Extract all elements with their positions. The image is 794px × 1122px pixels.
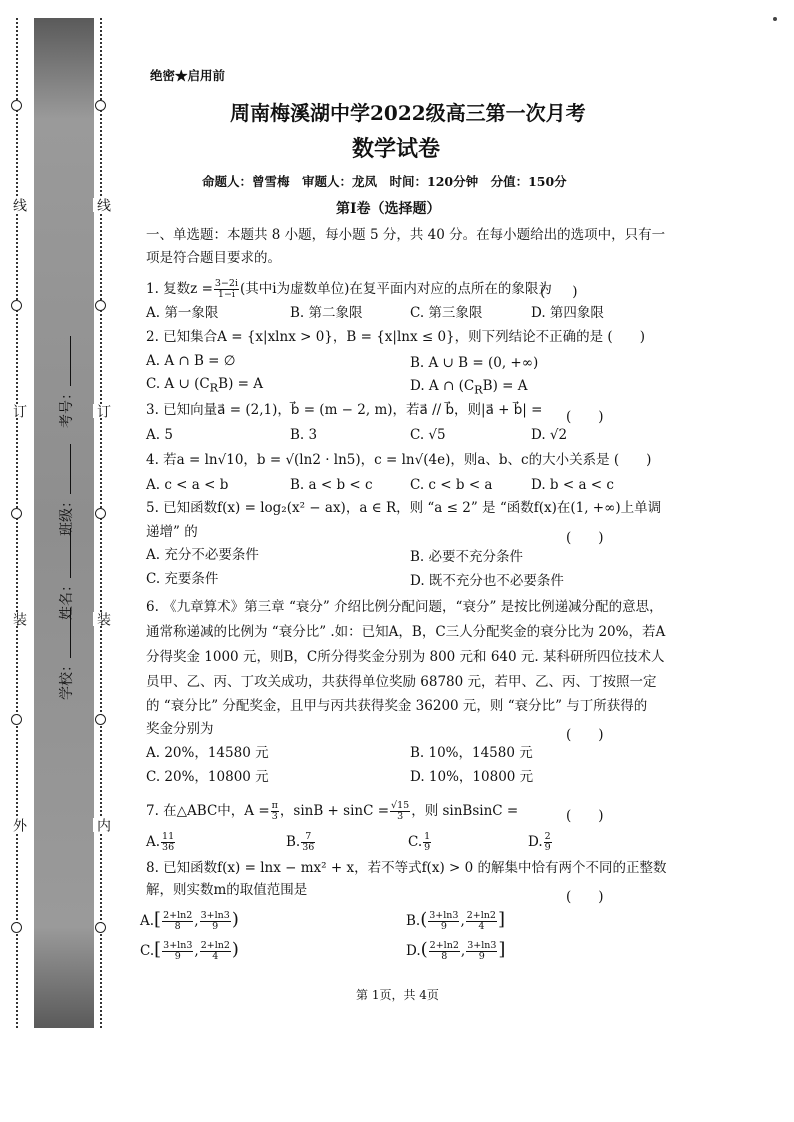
q5-answer-paren: ( ) (566, 530, 604, 546)
q6-option-c: C. 20%，10800 元 (146, 769, 269, 785)
binding-hole (95, 508, 106, 519)
binding-hole (11, 508, 22, 519)
q6-stem-line: 的 “衰分比” 分配奖金，且甲与丙共获得奖金 36200 元，则 “衰分比” 与丁所获得的 (146, 698, 648, 714)
margin-char: 外 (11, 818, 27, 832)
q3-answer-paren: ( ) (566, 409, 604, 425)
q4-option-c: C. c < b < a (410, 477, 493, 493)
q8-answer-paren: ( ) (566, 889, 604, 905)
margin-char: 订 (11, 404, 27, 418)
q8-option-d: D.( $\frac{2+\ln 2}{8}$ , $\frac{3+\ln 3}{9}$ ] (406, 939, 506, 962)
q6-option-b: B. 10%，14580 元 (410, 745, 533, 761)
q5-stem-line2: 递增” 的 (146, 524, 198, 540)
secret-label: 绝密★启用前 (150, 68, 226, 83)
q7-stem: 7. 在△ABC中，A = $\frac{\pi}{3}$ ，sinB + sinC = $\frac{√15}{3}$ ，则 sinBsinC = (146, 800, 519, 822)
volume-title: 第Ⅰ卷（选择题） (336, 201, 441, 217)
school-title: 周南梅溪湖中学2022级高三第一次月考 (230, 101, 586, 125)
q1-option-b: B. 第二象限 (290, 305, 363, 321)
binding-hole (95, 300, 106, 311)
q8-stem-line1: 8. 已知函数f(x) = lnx − mx² + x，若不等式f(x) > 0 的解集中恰有两个不同的正整数 (146, 860, 667, 876)
q1-option-d: D. 第四象限 (531, 305, 604, 321)
q2-stem: 2. 已知集合A = {x|xlnx > 0}，B = {x|lnx ≤ 0}，则下列结论不正确的是 ( ) (146, 329, 645, 345)
binding-hole (11, 922, 22, 933)
q4-option-a: A. c < a < b (146, 477, 229, 493)
q8-option-a: A.[ $\frac{2+\ln 2}{8}$ , $\frac{3+\ln 3}{9}$ ) (140, 909, 239, 932)
section-instructions: 项是符合题目要求的。 (146, 250, 281, 266)
q1-option-c: C. 第三象限 (410, 305, 483, 321)
q8-option-c: C.[ $\frac{3+\ln 3}{9}$ , $\frac{2+\ln 2}{4}$ ) (140, 939, 239, 962)
q6-option-d: D. 10%，10800 元 (410, 769, 534, 785)
q7-answer-paren: ( ) (566, 808, 604, 824)
corner-mark (770, 14, 780, 24)
q5-option-d: D. 既不充分也不必要条件 (410, 573, 564, 589)
q6-stem-line: 通常称递减的比例为 “衰分比” .如：已知A，B，C三人分配奖金的衰分比为 20%，若A (146, 624, 666, 640)
binding-margin (0, 0, 125, 1122)
q2-option-c (146, 378, 263, 394)
margin-char: 订 (95, 404, 111, 418)
binding-hole (95, 714, 106, 725)
binding-hole (95, 922, 106, 933)
q5-option-a: A. 充分不必要条件 (146, 547, 259, 563)
q3-option-a: A. 5 (146, 427, 173, 443)
q4-option-d: D. b < a < c (531, 477, 614, 493)
binding-hole (95, 100, 106, 111)
q2-option-c-text: C. A ∪ $(C_RB) = A$ (146, 376, 263, 395)
q2-option-d (410, 380, 528, 396)
q8-option-b: B.( $\frac{3+\ln 3}{9}$ , $\frac{2+\ln 2}{4}$ ] (406, 909, 506, 932)
q7-option-c: C. $\frac{1}{9}$ (408, 831, 431, 853)
q5-option-c: C. 充要条件 (146, 571, 219, 587)
binding-hole (11, 714, 22, 725)
q1-stem: 1. 复数z = $\frac{3-2i}{1-i}$ (其中i为虚数单位)在复平面内对应的点所在的象限为 (146, 278, 552, 300)
field-name: 姓名： (56, 528, 76, 620)
margin-char: 装 (95, 612, 111, 626)
q5-option-b: B. 必要不充分条件 (410, 549, 524, 565)
outer-dotted-line (16, 18, 18, 1028)
q3-option-c: C. √5 (410, 427, 446, 443)
q6-option-a: A. 20%，14580 元 (146, 745, 269, 761)
q7-option-b: B. $\frac{7}{36}$ (286, 831, 315, 853)
margin-char: 装 (11, 612, 27, 626)
q2-option-d-text: D. A ∩ $(C_RB) = A$ (410, 378, 528, 397)
binding-hole (11, 100, 22, 111)
q1-answer-paren: ( ) (540, 284, 578, 300)
q4-option-b: B. a < b < c (290, 477, 373, 493)
field-exam-number: 考号： (56, 336, 76, 428)
q3-stem: 3. 已知向量a⃗ = (2,1)，b⃗ = (m − 2, m)，若a⃗ // b⃗，则|a⃗ + b⃗| = (146, 402, 543, 418)
q6-answer-paren: ( ) (566, 727, 604, 743)
q7-option-d: D. $\frac{2}{9}$ (528, 831, 551, 853)
subject-title: 数学试卷 (352, 136, 441, 162)
q6-stem-line: 分得奖金 1000 元，则B，C所分得奖金分别为 800 元和 640 元. 某科研所四位技术人 (146, 649, 665, 665)
margin-char: 线 (11, 198, 27, 212)
exam-info: 命题人：曾雪梅 审题人：龙凤 时间：120分钟 分值：150分 (202, 174, 567, 189)
q6-stem-line: 员甲、乙、丙、丁攻关成功，共获得单位奖励 68780 元，若甲、乙、丙、丁按照一定 (146, 674, 657, 690)
field-class: 班级： (56, 444, 76, 536)
q5-stem-line1: 5. 已知函数f(x) = log₂(x² − ax)，a ∈ R，则 “a ≤ 2” 是 “函数f(x)在(1, +∞)上单调 (146, 500, 662, 516)
q2-option-a: A. A ∩ B = ∅ (146, 353, 236, 369)
margin-char: 线 (95, 198, 111, 212)
inner-dotted-line (100, 18, 102, 1028)
margin-char: 内 (95, 818, 111, 832)
q6-stem-line: 6. 《九章算术》第三章 “衰分” 介绍比例分配问题，“衰分” 是按比例递减分配的意思， (146, 599, 663, 615)
q3-option-d: D. √2 (531, 427, 568, 443)
binding-hole (11, 300, 22, 311)
q8-stem-line2: 解，则实数m的取值范围是 (146, 882, 308, 898)
q3-option-b: B. 3 (290, 427, 318, 443)
section-instructions: 一、单选题：本题共 8 小题，每小题 5 分，共 40 分。在每小题给出的选项中，只有一 (146, 227, 666, 243)
q4-stem: 4. 若a = ln√10，b = √(ln2 · ln5)，c = ln√(4e)，则a、b、c的大小关系是 ( ) (146, 452, 652, 468)
field-school: 学校： (56, 608, 76, 700)
q1-option-a: A. 第一象限 (146, 305, 219, 321)
q6-stem-line: 奖金分别为 (146, 721, 214, 737)
page-footer: 第 1页，共 4页 (356, 988, 439, 1002)
q7-option-a: A. $\frac{11}{36}$ (146, 831, 175, 853)
q2-option-b: B. A ∪ B = (0, +∞) (410, 355, 539, 371)
